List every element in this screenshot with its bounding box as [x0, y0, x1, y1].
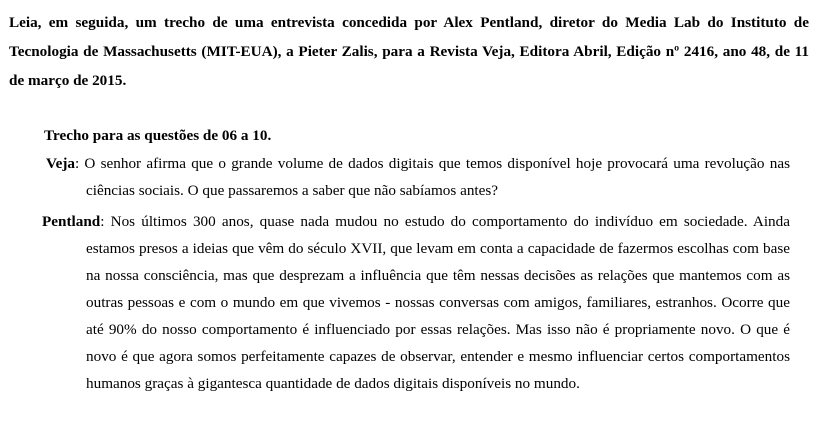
intro-paragraph: Leia, em seguida, um trecho de uma entrevista concedida por Alex Pentland, diretor do Media Lab do Instituto de Tecnologia de Massachusetts (MIT-EUA), a Pieter Zalis, para a Revista Veja, Editora Abril, Edição nº 2416, ano 48, de 11 de março de 2015.	[9, 14, 809, 89]
question-text: O senhor afirma que o grande volume de dados digitais que temos disponível hoje provocará uma revolução nas ciências sociais. O que passaremos a saber que não sabíamos antes?	[84, 155, 790, 199]
speaker-pentland: Pentland	[42, 213, 101, 230]
interview-question	[46, 150, 790, 204]
interview-answer	[42, 208, 790, 397]
speaker-veja: Veja	[46, 155, 75, 172]
answer-text: Nos últimos 300 anos, quase nada mudou no estudo do comportamento do indivíduo em sociedade. Ainda estamos presos a ideias que vêm do século XVII, que levam em conta a capacidade de fazermos escolhas com base na nossa consciência, mas que desprezam a influência que têm nessas decisões as relações que mantemos com as outras pessoas e com o mundo em que vivemos - nossas conversas com amigos, familiares, estranhos. Ocorre que até 90% do nosso comportamento é influenciado por essas relações. Mas isso não é propriamente novo. O que é novo é que agora somos perfeitamente capazes de observar, entender e mesmo influenciar certos comportamentos humanos graças à gigantesca quantidade de dados digitais disponíveis no mundo.	[86, 213, 790, 392]
section-heading: Trecho para as questões de 06 a 10.	[44, 127, 272, 144]
speaker-separator: :	[100, 213, 111, 230]
speaker-separator: :	[74, 155, 85, 172]
